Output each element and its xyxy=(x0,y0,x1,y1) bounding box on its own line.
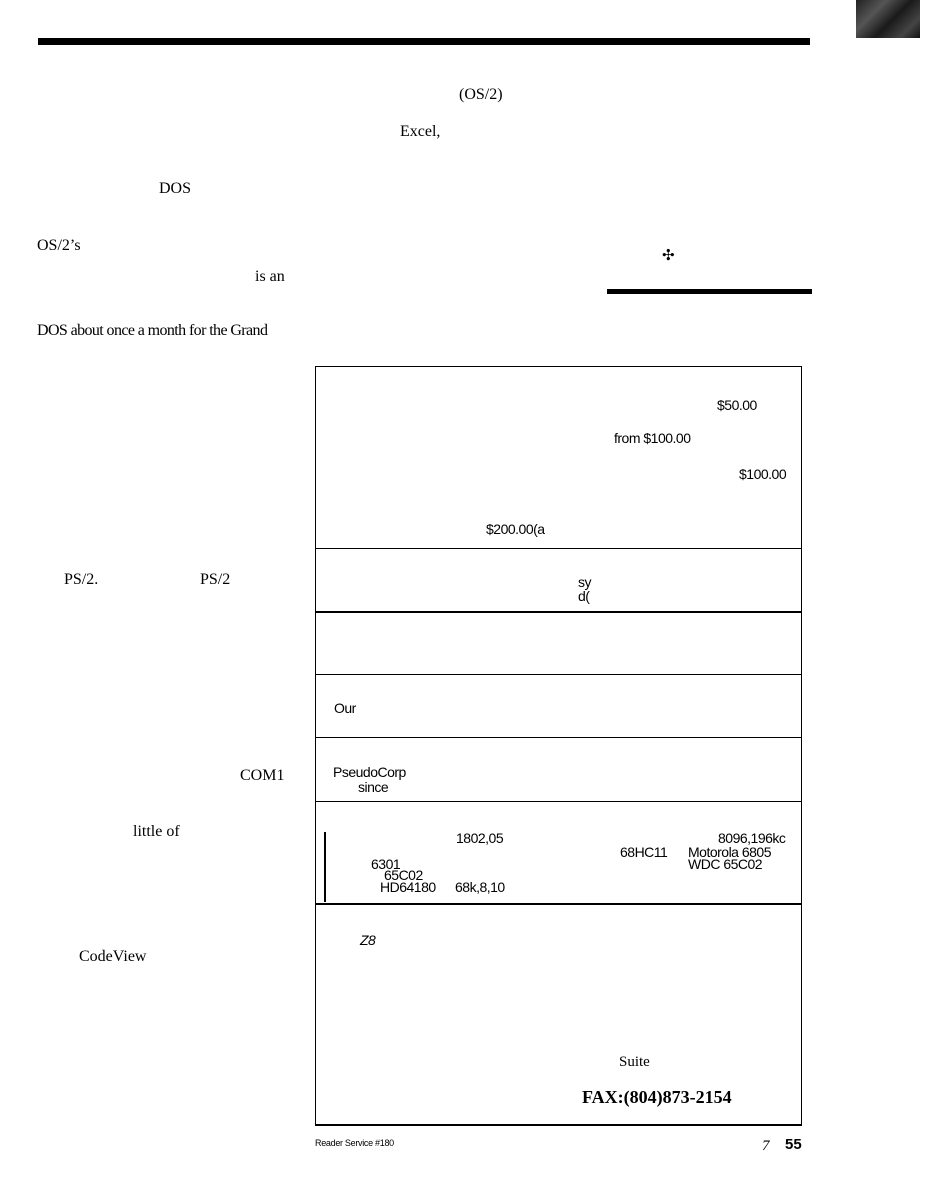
text-since: since xyxy=(358,779,389,795)
text-dos-line: DOS about once a month for the Grand xyxy=(37,322,268,339)
ad-divider-6 xyxy=(316,903,801,905)
page-number: 55 xyxy=(785,1136,802,1153)
ad-divider-5 xyxy=(316,801,801,802)
advertisement-box xyxy=(315,366,802,1126)
fragment-dc: d( xyxy=(578,588,590,604)
text-ps2-a: PS/2. xyxy=(64,571,99,588)
article-end-rule xyxy=(607,289,812,294)
ad-chip-list-bar xyxy=(324,832,326,902)
reader-service-number: Reader Service #180 xyxy=(315,1138,394,1148)
text-pseudocorp: PseudoCorp xyxy=(333,764,406,780)
price-from-100: from $100.00 xyxy=(614,430,691,446)
text-excel: Excel, xyxy=(400,123,441,140)
price-100: $100.00 xyxy=(739,466,787,482)
chip-wdc-65c02: WDC 65C02 xyxy=(688,856,763,872)
end-mark-icon: ✣ xyxy=(662,246,675,264)
text-little-of: little of xyxy=(133,823,180,840)
ad-divider-3 xyxy=(316,674,801,675)
text-z8: Z8 xyxy=(360,932,376,948)
fax-number: FAX:(804)873-2154 xyxy=(582,1087,732,1107)
text-os2s: OS/2’s xyxy=(37,237,81,254)
chip-65c02: 65C02 xyxy=(384,867,423,883)
ad-divider-1 xyxy=(316,548,801,549)
chip-68hc11: 68HC11 xyxy=(620,844,668,860)
price-200: $200.00(a xyxy=(486,521,545,537)
fragment-sy: sy xyxy=(578,574,591,590)
chip-1802: 1802,05 xyxy=(456,830,504,846)
text-os2: (OS/2) xyxy=(459,86,503,103)
chip-8096: 8096,196kc xyxy=(718,830,786,846)
text-com1: COM1 xyxy=(240,767,285,784)
text-dos: DOS xyxy=(159,180,192,197)
text-our: Our xyxy=(334,700,356,716)
page-corner-tab xyxy=(856,0,920,38)
chip-hd64180: HD64180 xyxy=(380,879,436,895)
text-isan: is an xyxy=(255,268,285,285)
chip-68k: 68k,8,10 xyxy=(455,879,505,895)
text-ps2-b: PS/2 xyxy=(200,571,231,588)
text-suite: Suite xyxy=(619,1054,650,1070)
page-mark: 7 xyxy=(762,1138,770,1154)
price-50: $50.00 xyxy=(717,397,757,413)
ad-divider-2 xyxy=(316,611,801,613)
chip-6301: 6301 xyxy=(371,856,401,872)
text-codeview: CodeView xyxy=(79,948,147,965)
chip-motorola-6805: Motorola 6805 xyxy=(688,844,772,860)
header-rule xyxy=(38,38,810,45)
ad-divider-4 xyxy=(316,737,801,738)
